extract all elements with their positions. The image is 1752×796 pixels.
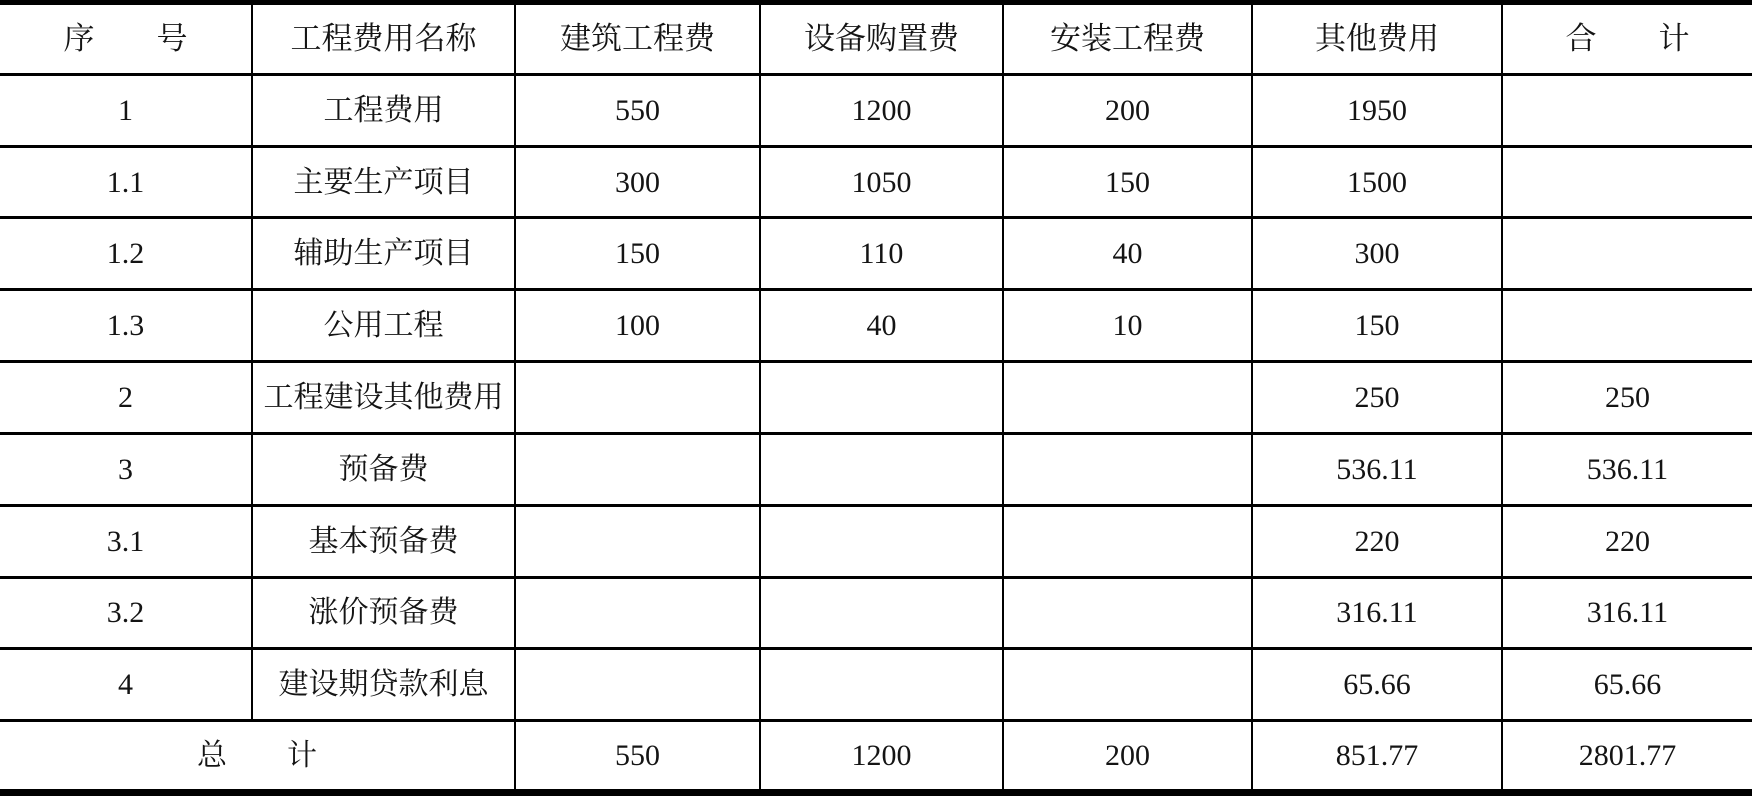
total-equipment: 1200 (760, 721, 1003, 793)
cell-total: 250 (1502, 362, 1752, 434)
cell-no: 2 (0, 362, 252, 434)
cell-equipment (760, 505, 1003, 577)
cell-other: 65.66 (1252, 649, 1502, 721)
total-construction: 550 (515, 721, 760, 793)
header-installation-cost: 安装工程费 (1003, 3, 1252, 75)
cell-other: 316.11 (1252, 577, 1502, 649)
cell-no: 1.2 (0, 218, 252, 290)
cell-other: 536.11 (1252, 433, 1502, 505)
cell-total (1502, 290, 1752, 362)
cell-installation (1003, 505, 1252, 577)
header-other-cost: 其他费用 (1252, 3, 1502, 75)
cell-no: 3.1 (0, 505, 252, 577)
cell-no: 1.1 (0, 146, 252, 218)
table-row (0, 290, 1752, 362)
cell-installation: 150 (1003, 146, 1252, 218)
cell-construction: 150 (515, 218, 760, 290)
cell-other: 250 (1252, 362, 1502, 434)
total-grand: 2801.77 (1502, 721, 1752, 793)
cell-total (1502, 146, 1752, 218)
cell-total: 536.11 (1502, 433, 1752, 505)
cell-no: 4 (0, 649, 252, 721)
cell-name: 主要生产项目 (252, 146, 515, 218)
cell-construction (515, 649, 760, 721)
cell-construction (515, 577, 760, 649)
total-installation: 200 (1003, 721, 1252, 793)
cell-installation (1003, 433, 1252, 505)
cell-total: 65.66 (1502, 649, 1752, 721)
cell-total (1502, 218, 1752, 290)
cell-equipment (760, 649, 1003, 721)
table-row (0, 218, 1752, 290)
table-row (0, 577, 1752, 649)
cell-name: 辅助生产项目 (252, 218, 515, 290)
cell-equipment: 1200 (760, 74, 1003, 146)
cell-construction (515, 362, 760, 434)
cell-name: 工程建设其他费用 (252, 362, 515, 434)
cell-installation: 40 (1003, 218, 1252, 290)
cell-equipment (760, 433, 1003, 505)
cell-other: 1500 (1252, 146, 1502, 218)
cell-installation (1003, 577, 1252, 649)
cell-name: 建设期贷款利息 (252, 649, 515, 721)
table-row (0, 362, 1752, 434)
cell-installation: 200 (1003, 74, 1252, 146)
cell-name: 涨价预备费 (252, 577, 515, 649)
cell-no: 3.2 (0, 577, 252, 649)
cell-name: 预备费 (252, 433, 515, 505)
header-equipment-cost: 设备购置费 (760, 3, 1003, 75)
header-row (0, 3, 1752, 75)
cell-total: 220 (1502, 505, 1752, 577)
cell-no: 3 (0, 433, 252, 505)
cell-installation: 10 (1003, 290, 1252, 362)
header-serial: 序 号 (0, 3, 252, 75)
cell-no: 1 (0, 74, 252, 146)
total-row (0, 721, 1752, 793)
cell-name: 公用工程 (252, 290, 515, 362)
cell-installation (1003, 362, 1252, 434)
table-row (0, 433, 1752, 505)
cell-name: 工程费用 (252, 74, 515, 146)
cell-construction (515, 505, 760, 577)
cell-total: 316.11 (1502, 577, 1752, 649)
total-label: 总 计 (0, 721, 515, 793)
cell-construction: 100 (515, 290, 760, 362)
cell-other: 1950 (1252, 74, 1502, 146)
cell-other: 150 (1252, 290, 1502, 362)
cell-equipment (760, 577, 1003, 649)
header-name: 工程费用名称 (252, 3, 515, 75)
table-row (0, 74, 1752, 146)
header-construction-cost: 建筑工程费 (515, 3, 760, 75)
cell-installation (1003, 649, 1252, 721)
total-other: 851.77 (1252, 721, 1502, 793)
cell-equipment: 1050 (760, 146, 1003, 218)
cell-no: 1.3 (0, 290, 252, 362)
cell-construction: 550 (515, 74, 760, 146)
cell-equipment: 40 (760, 290, 1003, 362)
table-row (0, 146, 1752, 218)
table-row (0, 505, 1752, 577)
table-row (0, 649, 1752, 721)
cell-other: 220 (1252, 505, 1502, 577)
cell-equipment: 110 (760, 218, 1003, 290)
cell-construction: 300 (515, 146, 760, 218)
cell-construction (515, 433, 760, 505)
cell-other: 300 (1252, 218, 1502, 290)
cell-equipment (760, 362, 1003, 434)
cell-total (1502, 74, 1752, 146)
header-total: 合 计 (1502, 3, 1752, 75)
cell-name: 基本预备费 (252, 505, 515, 577)
